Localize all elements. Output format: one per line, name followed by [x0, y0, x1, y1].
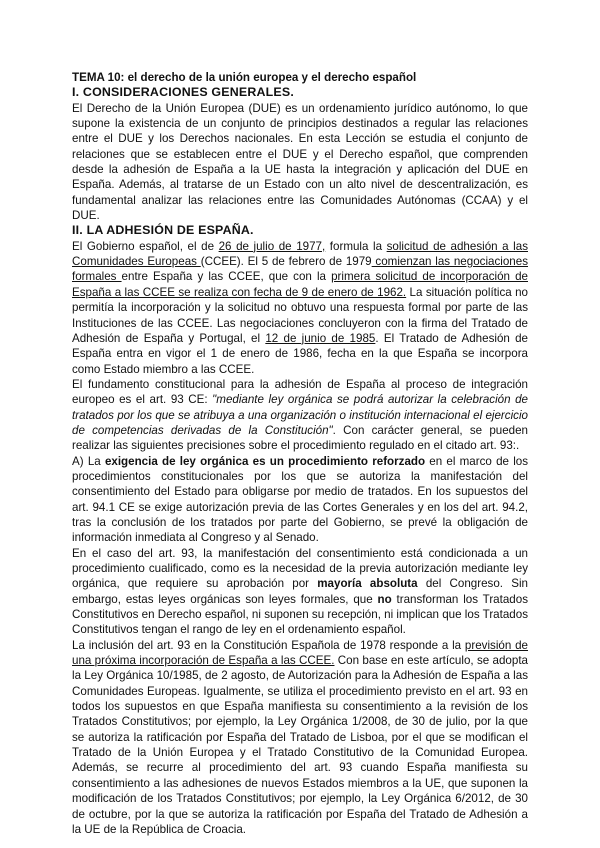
text-run: (CCEE). El 5 de febrero de 1979 — [200, 255, 372, 269]
underlined-text: comienzan las negociaciones formales — [72, 255, 528, 284]
text-run: transforman los Tratados Constitutivos en Derecho español, ni suponen su recepción, ni implican que los Tratados Constitutivos tengan el rango de ley en el ordenamiento español. — [72, 592, 528, 637]
paragraph — [72, 377, 528, 454]
text-run: entre España y las CCEE, que con la — [121, 270, 332, 284]
underlined-text: primera solicitud de incorporación de España a las CCEE se realiza con fecha de 9 de enero de 1962. — [72, 270, 528, 299]
text-run: . El Tratado de Adhesión de España entra en vigor el 1 de enero de 1986, fecha en la que España se incorpora como Estado miembro a las CCEE. — [72, 331, 528, 376]
underlined-text: 12 de junio de 1985 — [265, 331, 376, 345]
text-run: El fundamento constitucional para la adhesión de España al proceso de integración europeo es el art. 93 CE: — [72, 377, 528, 407]
text-run: En el caso del art. 93, la manifestación del consentimiento está condicionada a un procedimiento cualificado, como es la necesidad de la previa autorización mediante ley orgánica, que requiere su aprobación por — [72, 546, 528, 591]
text-run: . Con carácter general, se pueden realizar las siguientes precisiones sobre el procedimiento regulado en el citado art. 93:. — [72, 423, 528, 453]
paragraph — [72, 239, 528, 377]
paragraph — [72, 454, 528, 546]
text-run: en el marco de los procedimientos constitucionales por los que se autoriza la manifestación del consentimiento del Estado para obligarse por medio de tratados. En los supuestos del art. 94.1 CE se exige autorización previa de las Cortes Generales y en los del art. 94.2, tras la conclusión de los tratados por parte del Gobierno, se prevé la obligación de información inmediata al Congreso y al Senado. — [72, 454, 529, 545]
section-heading: II. LA ADHESIÓN DE ESPAÑA. — [72, 223, 254, 238]
document-body — [72, 85, 528, 837]
underlined-text: previsión de una próxima incorporación de España a las CCEE. — [72, 638, 529, 668]
paragraph — [72, 638, 528, 837]
italic-quote: "mediante ley orgánica se podrá autorizar la celebración de tratados por los que se atribuya a una organización o institución internacional el ejercicio de competencias derivadas de la Constitución" — [72, 393, 528, 437]
document-title: TEMA 10: el derecho de la unión europea y el derecho español — [72, 71, 417, 84]
section-heading: I. CONSIDERACIONES GENERALES. — [72, 85, 294, 100]
paragraph — [72, 101, 528, 224]
text-run: La inclusión del art. 93 en la Constitución Española de 1978 responde a la — [72, 638, 465, 652]
text-run: La situación política no permitía la incorporación y la solicitud no obtuvo una respuesta formal por parte de las Instituciones de las CCEE. Las negociaciones concluyeron con la firma del Tratado de Adhesión de España y Portugal, el — [72, 285, 528, 345]
paragraph — [72, 546, 528, 638]
bold-text: mayoría absoluta — [317, 577, 418, 591]
text-run: formula la — [325, 239, 387, 253]
underlined-text: solicitud de adhesión a las Comunidades Europeas — [72, 239, 528, 269]
text-run: El Derecho de la Unión Europea (DUE) es un ordenamiento jurídico autónomo, lo que supone la existencia de un conjunto de principios destinados a regular las relaciones entre el DUE y los Derechos nacionales. En esta Lección se estudia el conjunto de relaciones que se establecen entre el DUE y el Derecho español, que comprenden desde la adhesión de España a la UE hasta la integración y aplicación del DUE en España. Además, al tratarse de un Estado con un alto nivel de descentralización, es fundamental analizar las relaciones entre las Comunidades Autónomas (CCAA) y el DUE. — [72, 101, 528, 223]
underlined-text: 26 de julio de 1977, — [218, 239, 326, 253]
text-run: El Gobierno español, el de — [72, 239, 219, 253]
text-run: A) La — [72, 454, 105, 468]
text-run: del Congreso. Sin embargo, estas leyes orgánicas son leyes formales, que — [72, 577, 528, 606]
text-run: Con base en este artículo, se adopta la Ley Orgánica 10/1985, de 2 agosto, de Autorización para la Adhesión de España a las Comunidades Europeas. Igualmente, se utiliza el procedimiento previsto en el art. 93 en todos los supuestos en que España manifiesta su consentimiento a la revisión de los Tratados Constitutivos; por ejemplo, la Ley Orgánica 1/2008, de 30 de julio, por la que se autoriza la ratificación por España del Tratado de Lisboa, por el que se modifican el Tratado de la Unión Europea y el Tratado Constitutivo de la Comunidad Europea. Además, se recurre al procedimiento del art. 93 cuando España manifiesta su consentimiento a las adhesiones de nuevos Estados miembros a la UE, que suponen la modificación de los Tratados Constitutivos; por ejemplo, la Ley Orgánica 6/2012, de 30 de octubre, por la que se autoriza la ratificación por España del Tratado de Adhesión a la UE de la República de Croacia. — [72, 654, 528, 836]
bold-text: exigencia de ley orgánica es un procedimiento reforzado — [104, 454, 426, 468]
document-page — [72, 70, 528, 837]
bold-text: no — [377, 592, 392, 606]
